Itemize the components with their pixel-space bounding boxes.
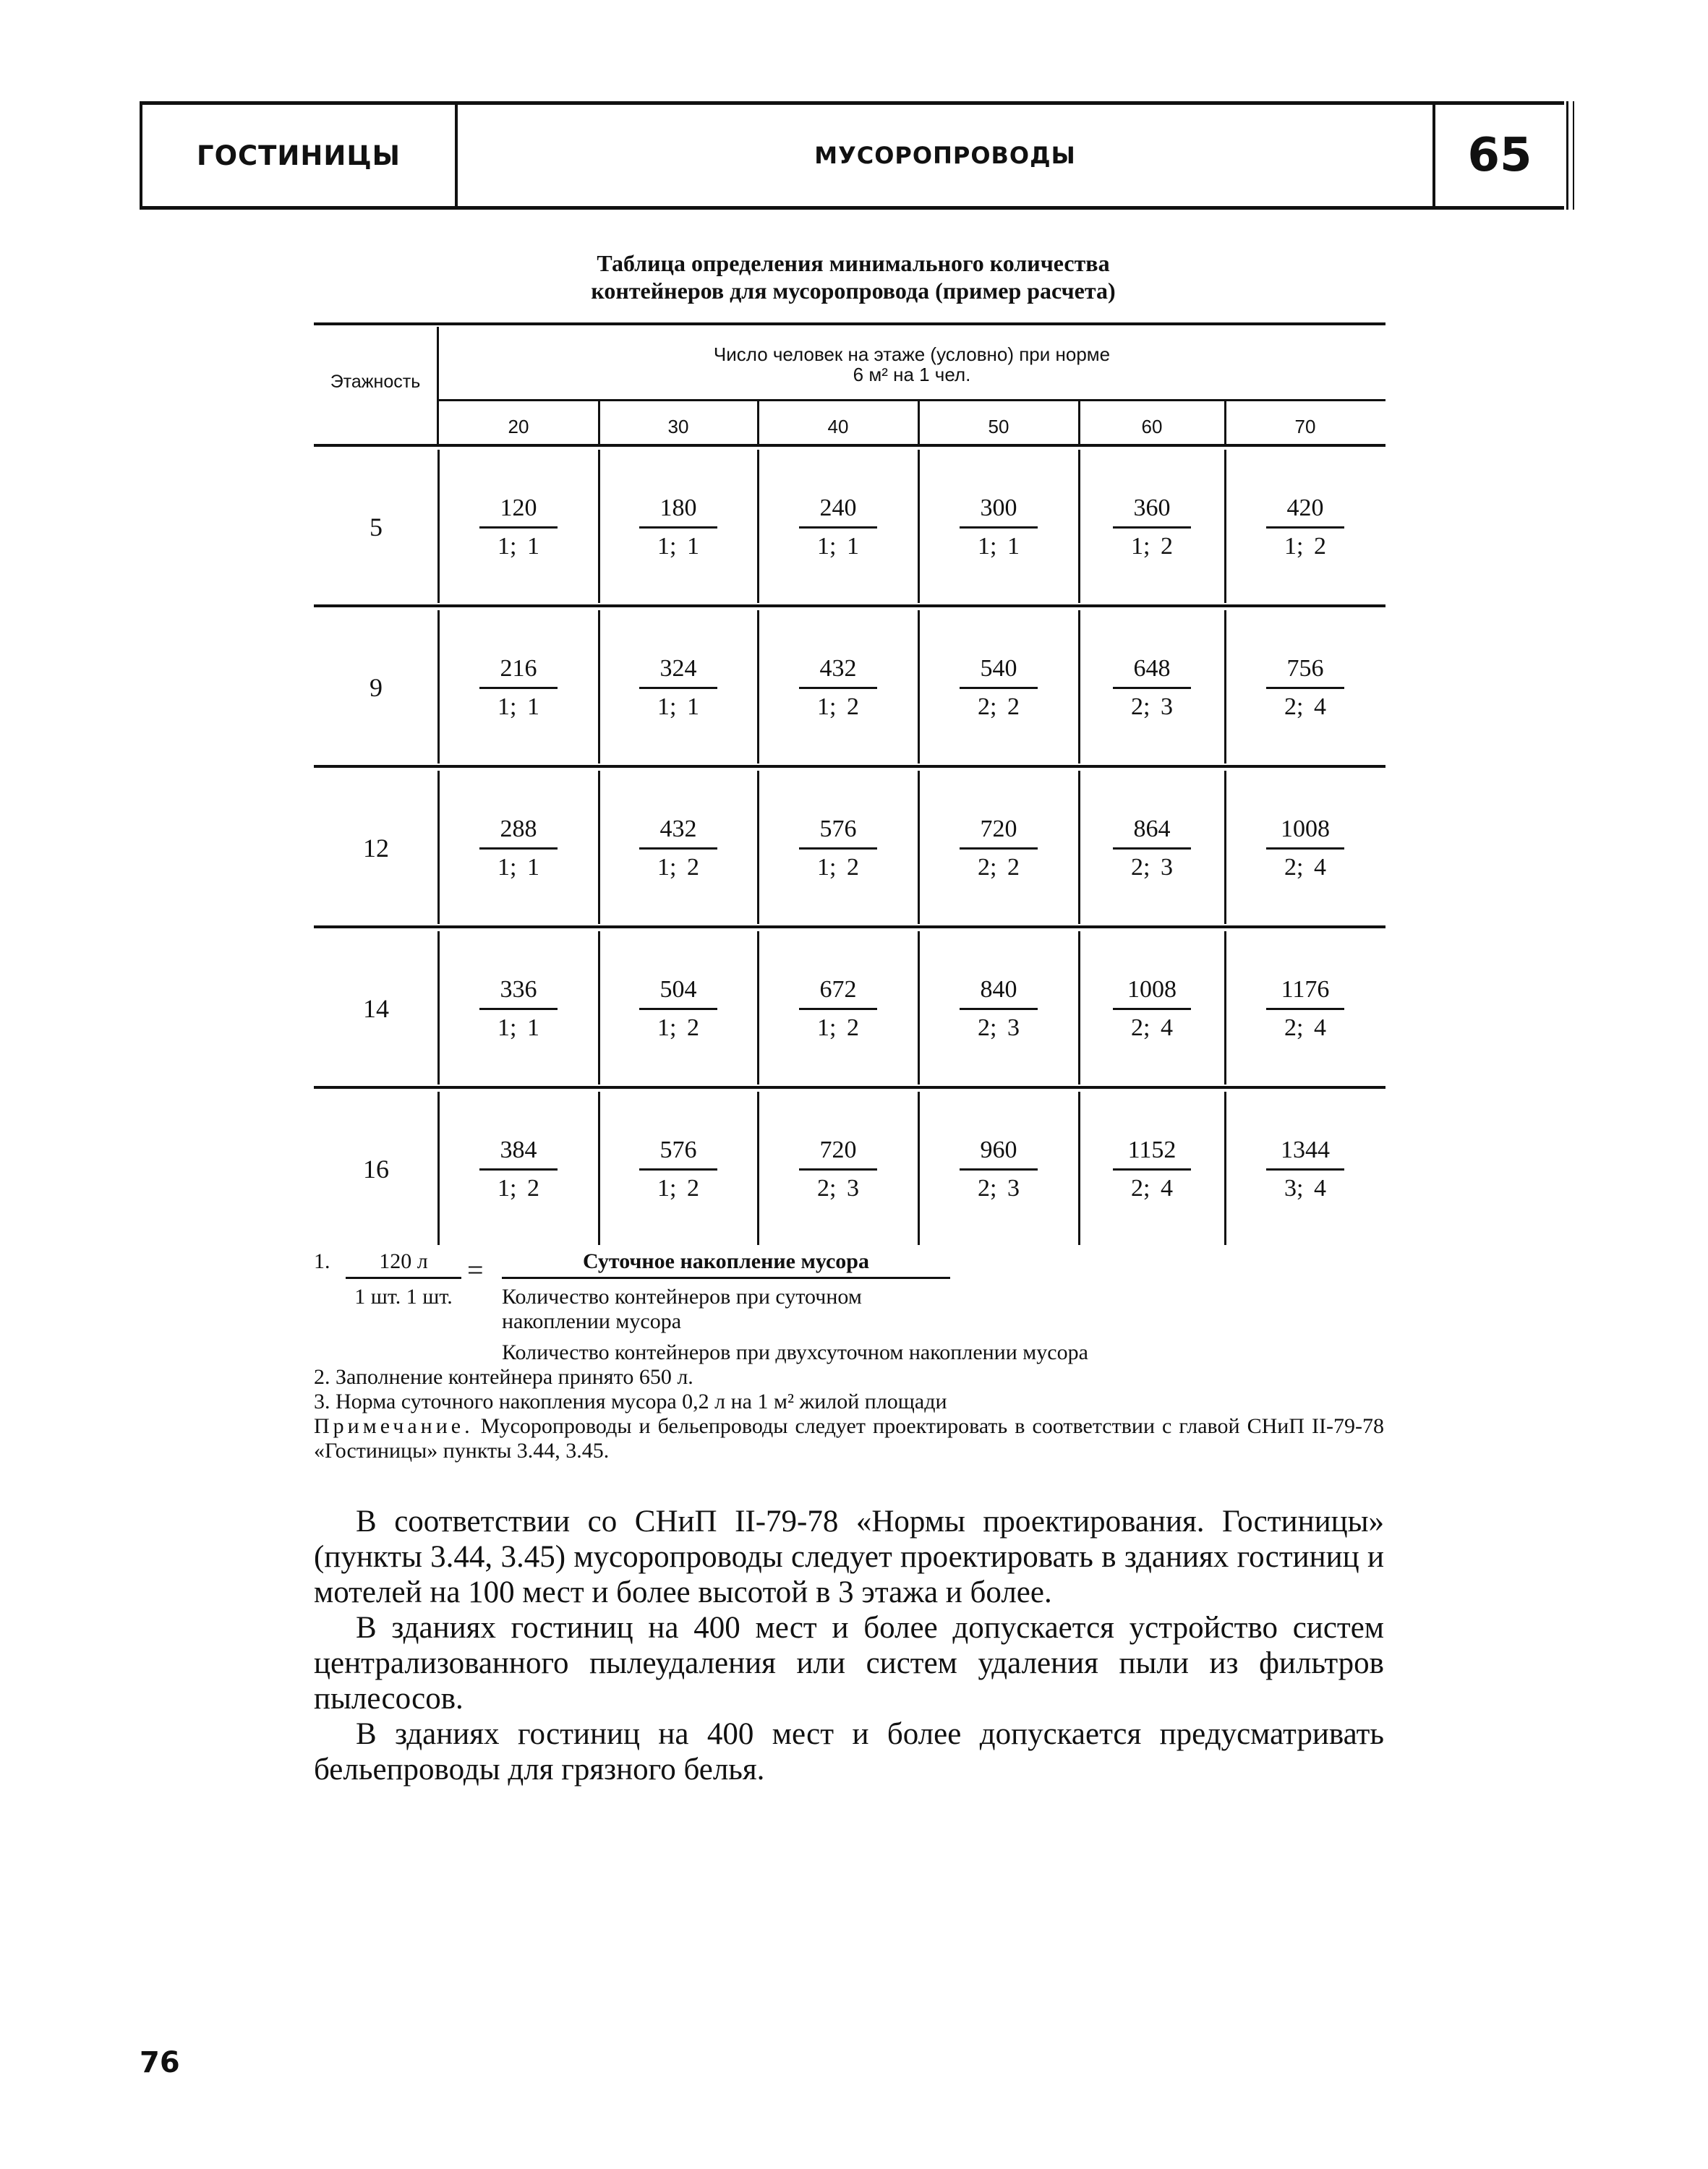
equals-sign: = — [467, 1254, 484, 1286]
page-number: 76 — [140, 2046, 180, 2079]
table-cell — [918, 1095, 1079, 1244]
cell-containers: 1; 2 — [1284, 532, 1326, 560]
table-cell — [1225, 453, 1385, 602]
note-fraction-right — [502, 1249, 950, 1334]
table-cell — [599, 934, 758, 1083]
group-header-line: 6 м² на 1 чел. — [853, 364, 971, 385]
table-cell — [1225, 934, 1385, 1083]
column-header: 60 — [1141, 415, 1163, 437]
body-text — [314, 1504, 1384, 1787]
cell-value: 1152 — [1113, 1137, 1191, 1171]
cell-containers: 2; 3 — [817, 1174, 859, 1202]
cell-containers: 1; 1 — [498, 532, 539, 560]
topic-title: МУСОРОПРОВОДЫ — [814, 142, 1076, 169]
table-col-divider — [1224, 401, 1226, 444]
cell-containers: 1; 2 — [657, 1014, 699, 1041]
table-col-divider — [757, 401, 759, 444]
column-header: 20 — [508, 415, 529, 437]
cell-value: 720 — [960, 816, 1038, 850]
fraction-numerator: 120 л — [346, 1249, 461, 1279]
table-rule — [314, 444, 1385, 447]
cell-containers: 1; 2 — [817, 693, 859, 720]
table-cell — [758, 613, 918, 762]
cell-containers: 1; 1 — [498, 1014, 539, 1041]
table-cell — [1079, 453, 1225, 602]
row-label-floors: 5 — [370, 513, 383, 542]
note-2: 2. Заполнение контейнера принято 650 л. — [314, 1365, 693, 1389]
cell-value: 288 — [479, 816, 558, 850]
cell-containers: 2; 4 — [1131, 1014, 1173, 1041]
table-cell — [918, 774, 1079, 923]
table-rule — [314, 604, 1385, 607]
cell-containers: 2; 4 — [1284, 1014, 1326, 1041]
cell-containers: 1; 2 — [817, 1014, 859, 1041]
cell-value: 432 — [799, 655, 877, 689]
table-cell — [438, 1095, 599, 1244]
cell-containers: 2; 3 — [978, 1014, 1020, 1041]
containers-table — [314, 322, 1385, 1248]
cell-containers: 1; 2 — [657, 853, 699, 881]
cell-value: 540 — [960, 655, 1038, 689]
row-label-floors: 12 — [363, 834, 389, 863]
cell-value: 432 — [639, 816, 717, 850]
cell-containers: 1; 2 — [657, 1174, 699, 1202]
table-col-divider — [918, 401, 920, 444]
cell-value: 960 — [960, 1137, 1038, 1171]
fraction-denominator: Количество контейнеров при суточном накоплении мусора — [502, 1285, 862, 1333]
note-fraction-left — [346, 1249, 461, 1309]
table-cell — [1079, 774, 1225, 923]
row-label-floors: 16 — [363, 1155, 389, 1184]
caption-line: контейнеров для мусоропровода (пример расчета) — [591, 278, 1116, 304]
cell-value: 1344 — [1266, 1137, 1344, 1171]
column-header: 30 — [667, 415, 689, 437]
table-cell — [758, 1095, 918, 1244]
chapter-number: 65 — [1467, 129, 1532, 182]
table-cell — [1079, 613, 1225, 762]
cell-containers: 1; 2 — [1131, 532, 1173, 560]
row-header: Этажность — [330, 372, 421, 392]
table-cell — [599, 1095, 758, 1244]
cell-value: 1176 — [1266, 976, 1344, 1010]
cell-value: 840 — [960, 976, 1038, 1010]
table-cell — [438, 613, 599, 762]
cell-containers: 1; 1 — [498, 693, 539, 720]
cell-value: 300 — [960, 495, 1038, 529]
cell-containers: 2; 4 — [1284, 853, 1326, 881]
table-col-divider — [598, 401, 600, 444]
cell-value: 648 — [1113, 655, 1191, 689]
table-caption — [506, 249, 1200, 304]
table-cell — [918, 934, 1079, 1083]
table-cell — [1079, 934, 1225, 1083]
header-edge — [1566, 101, 1574, 210]
cell-value: 720 — [799, 1137, 877, 1171]
note-line: Количество контейнеров при двухсуточном накоплении мусора — [502, 1340, 1088, 1364]
column-header: 40 — [827, 415, 849, 437]
table-rule — [314, 765, 1385, 768]
caption-line: Таблица определения минимального количества — [597, 250, 1110, 276]
cell-containers: 1; 1 — [498, 853, 539, 881]
remark-label: Примечание. — [314, 1414, 474, 1438]
cell-containers: 2; 3 — [978, 1174, 1020, 1202]
table-cell — [758, 774, 918, 923]
cell-value: 1008 — [1266, 816, 1344, 850]
remark-text: Мусоропроводы и бельепроводы следует проектировать в соответствии с главой СНиП II-79-78 «Гостиницы» пункты 3.44, 3.45. — [314, 1414, 1384, 1463]
cell-value: 324 — [639, 655, 717, 689]
table-cell — [758, 934, 918, 1083]
cell-value: 1008 — [1113, 976, 1191, 1010]
cell-value: 756 — [1266, 655, 1344, 689]
cell-containers: 1; 2 — [498, 1174, 539, 1202]
paragraph: В зданиях гостиниц на 400 мест и более допускается предусматривать бельепроводы для грязного белья. — [314, 1717, 1384, 1787]
cell-value: 180 — [639, 495, 717, 529]
table-cell — [1225, 613, 1385, 762]
note-3: 3. Норма суточного накопления мусора 0,2 л на 1 м² жилой площади — [314, 1390, 947, 1413]
cell-containers: 1; 1 — [657, 532, 699, 560]
group-header — [438, 344, 1385, 385]
table-col-divider — [1078, 401, 1080, 444]
table-rule — [314, 925, 1385, 928]
cell-value: 360 — [1113, 495, 1191, 529]
cell-value: 420 — [1266, 495, 1344, 529]
table-cell — [758, 453, 918, 602]
cell-containers: 2; 4 — [1284, 693, 1326, 720]
cell-containers: 2; 2 — [978, 693, 1020, 720]
cell-value: 864 — [1113, 816, 1191, 850]
table-rule — [314, 322, 1385, 325]
table-cell — [438, 774, 599, 923]
cell-containers: 2; 3 — [1131, 693, 1173, 720]
paragraph: В соответствии со СНиП II-79-78 «Нормы проектирования. Гостиницы» (пункты 3.44, 3.45) мусоропроводы следует проектировать в зданиях гостиниц и мотелей на 100 мест и более высотой в 3 этажа и более. — [314, 1505, 1384, 1609]
cell-value: 672 — [799, 976, 877, 1010]
cell-containers: 1; 1 — [817, 532, 859, 560]
table-cell — [599, 453, 758, 602]
row-label-floors: 14 — [363, 994, 389, 1023]
page-header — [140, 101, 1564, 210]
cell-value: 504 — [639, 976, 717, 1010]
cell-containers: 1; 2 — [817, 853, 859, 881]
table-cell — [599, 774, 758, 923]
table-cell — [438, 453, 599, 602]
cell-value: 576 — [639, 1137, 717, 1171]
cell-containers: 2; 3 — [1131, 853, 1173, 881]
cell-containers: 1; 1 — [978, 532, 1020, 560]
fraction-numerator: Суточное накопление мусора — [502, 1249, 950, 1279]
row-label-floors: 9 — [370, 673, 383, 702]
table-cell — [1225, 1095, 1385, 1244]
table-cell — [1225, 774, 1385, 923]
table-rule — [438, 399, 1385, 401]
cell-containers: 2; 2 — [978, 853, 1020, 881]
table-cell — [918, 613, 1079, 762]
cell-containers: 2; 4 — [1131, 1174, 1173, 1202]
fraction-denominator: 1 шт. 1 шт. — [354, 1285, 453, 1309]
remark — [314, 1414, 1384, 1463]
table-cell — [1079, 1095, 1225, 1244]
note-number: 1. — [314, 1249, 330, 1273]
table-rule — [314, 1086, 1385, 1089]
cell-value: 336 — [479, 976, 558, 1010]
paragraph: В зданиях гостиниц на 400 мест и более допускается устройство систем централизованного пылеудаления или систем удаления пыли из фильтров пылесосов. — [314, 1611, 1384, 1716]
table-cell — [599, 613, 758, 762]
group-header-line: Число человек на этаже (условно) при норме — [713, 343, 1111, 365]
cell-value: 384 — [479, 1137, 558, 1171]
section-title: ГОСТИНИЦЫ — [197, 140, 401, 171]
cell-value: 576 — [799, 816, 877, 850]
cell-value: 240 — [799, 495, 877, 529]
column-header: 50 — [988, 415, 1009, 437]
table-cell — [438, 934, 599, 1083]
column-header: 70 — [1294, 415, 1316, 437]
cell-value: 120 — [479, 495, 558, 529]
cell-containers: 1; 1 — [657, 693, 699, 720]
table-cell — [918, 453, 1079, 602]
cell-containers: 3; 4 — [1284, 1174, 1326, 1202]
cell-value: 216 — [479, 655, 558, 689]
